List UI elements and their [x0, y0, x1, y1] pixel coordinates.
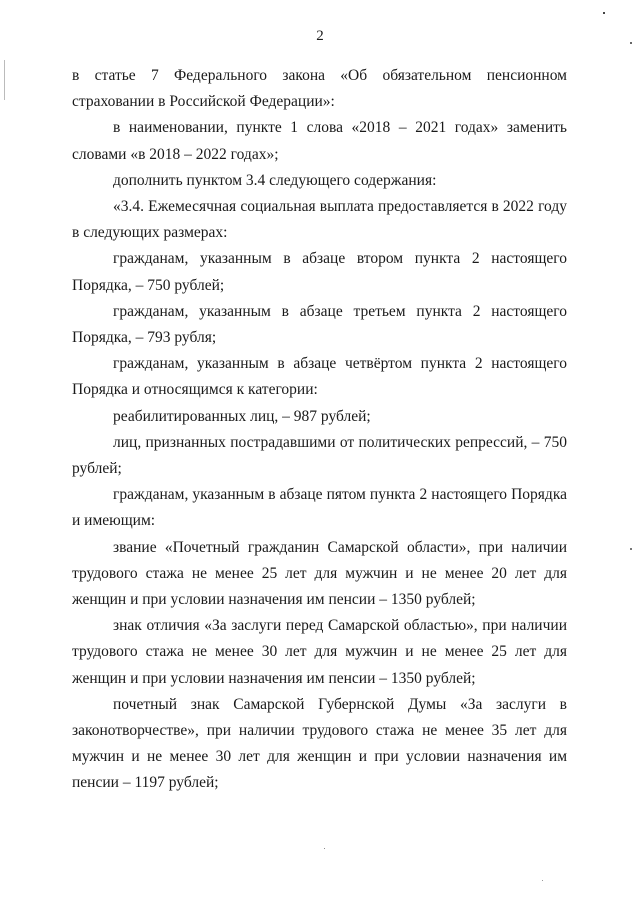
paragraph: гражданам, указанным в абзаце втором пункта 2 настоящего Порядка, – 750 рублей; [72, 250, 567, 294]
page-number: 2 [316, 28, 324, 44]
paragraph: звание «Почетный гражданин Самарской области», при наличии трудового стажа не менее 25 лет для мужчин и не менее 20 лет для женщин и при условии назначения им пенсии – 1350 рублей; [72, 538, 567, 609]
paragraph: «3.4. Ежемесячная социальная выплата предоставляется в 2022 году в следующих размерах: [72, 198, 567, 242]
paragraph: гражданам, указанным в абзаце третьем пункта 2 настоящего Порядка, – 793 рубля; [72, 302, 567, 347]
paragraph: гражданам, указанным в абзаце четвёртом пункта 2 настоящего Порядка и относящимся к категории: [72, 355, 567, 399]
scan-margin-line [4, 60, 5, 100]
paragraph: почетный знак Самарской Губернской Думы «За заслуги в законотворчестве», при наличии трудового стажа не менее 35 лет для мужчин и не менее 30 лет для женщин и при условии назначения им пенсии – 1197 рублей; [72, 695, 567, 792]
document-body [72, 63, 567, 797]
paragraph: в статье 7 Федерального закона «Об обязательном пенсионном страховании в Российской Федерации»: [72, 67, 567, 111]
paragraph: лиц, признанных пострадавшими от политических репрессий, – 750 рублей; [72, 433, 567, 478]
scan-speck [542, 880, 543, 881]
scan-speck [630, 548, 632, 550]
scan-speck [603, 12, 605, 14]
paragraph: дополнить пунктом 3.4 следующего содержания: [113, 171, 437, 189]
paragraph: гражданам, указанным в абзаце пятом пункта 2 настоящего Порядка и имеющим: [72, 486, 567, 530]
scan-speck [630, 42, 632, 44]
paragraph: реабилитированных лиц, – 987 рублей; [113, 407, 371, 425]
paragraph: знак отличия «За заслуги перед Самарской областью», при наличии трудового стажа не менее 30 лет для мужчин и не менее 25 лет для женщин и при условии назначения им пенсии – 1350 рублей; [72, 617, 567, 687]
scan-speck [324, 848, 325, 849]
paragraph: в наименовании, пункте 1 слова «2018 – 2021 годах» заменить словами «в 2018 – 2022 годах»; [72, 119, 567, 163]
